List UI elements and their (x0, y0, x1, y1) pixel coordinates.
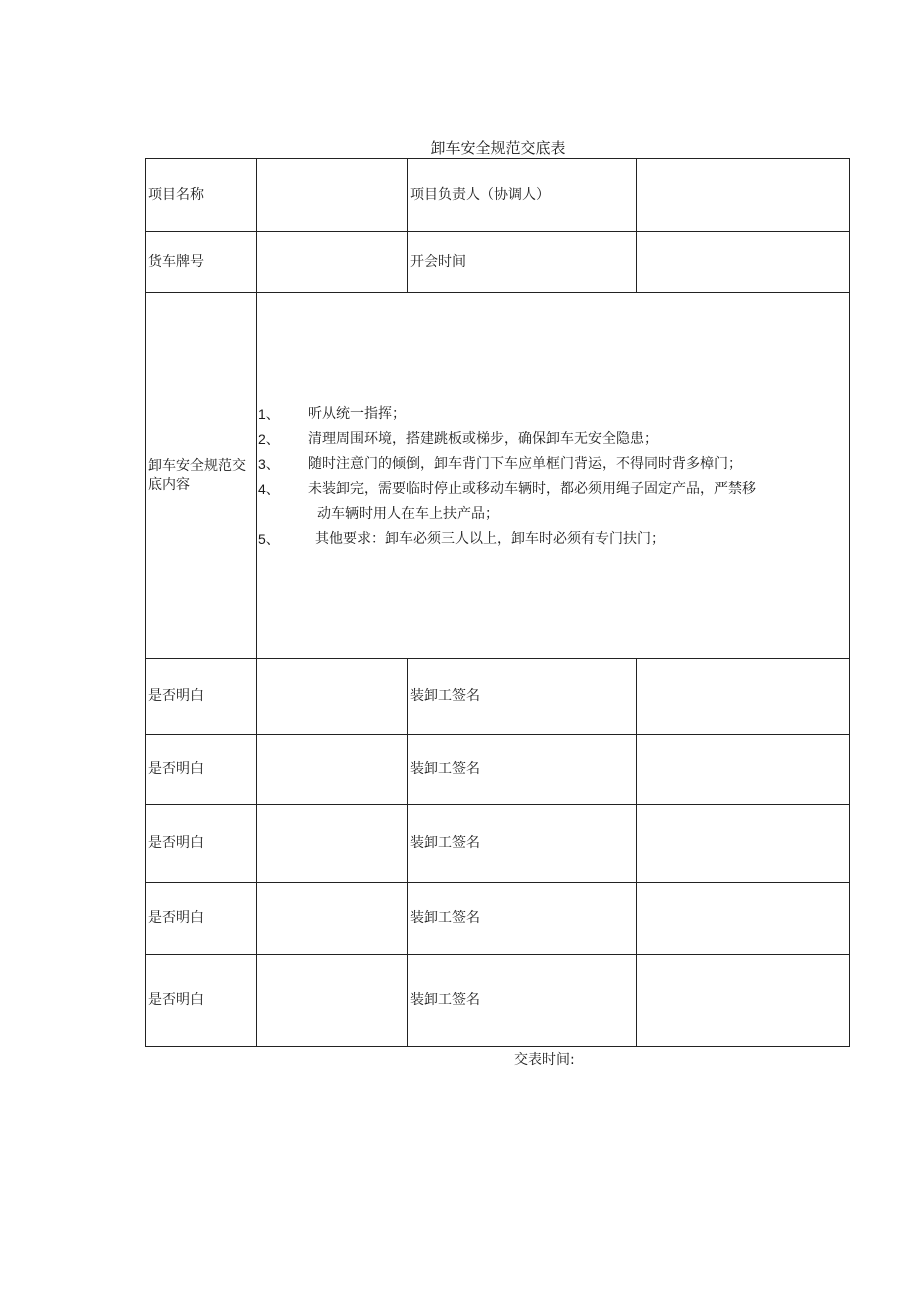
safety-briefing-table (145, 158, 850, 1047)
rule-number: 2、 (258, 431, 280, 447)
content-label: 卸车安全规范交底内容 (146, 293, 257, 659)
rule-text-wrap (308, 477, 838, 527)
truck-plate-field[interactable] (257, 232, 408, 293)
worker-sign-label: 装卸工签名 (408, 805, 637, 883)
understood-label: 是否明白 (146, 805, 257, 883)
submit-time-label: 交表时间: (514, 1052, 575, 1068)
sign-row (146, 735, 850, 805)
rule-text: 其他要求：卸车必须三人以上，卸车时必须有专门扶门； (315, 531, 665, 547)
rule-text: 随时注意门的倾倒，卸车背门下车应单框门背运，不得同时背多樟门； (308, 456, 742, 472)
sign-row (146, 883, 850, 955)
truck-row (146, 232, 850, 293)
sign-row (146, 955, 850, 1047)
page-title: 卸车安全规范交底表 (430, 139, 566, 157)
rule-number: 5、 (258, 531, 280, 547)
understood-label: 是否明白 (146, 659, 257, 735)
worker-sign-label: 装卸工签名 (408, 659, 637, 735)
worker-sign-field[interactable] (637, 659, 850, 735)
rule-number: 4、 (258, 481, 280, 497)
content-cell (257, 293, 850, 659)
worker-sign-field[interactable] (637, 883, 850, 955)
rule-item (258, 402, 838, 427)
worker-sign-field[interactable] (637, 805, 850, 883)
rule-item (258, 427, 838, 452)
understood-field[interactable] (257, 883, 408, 955)
content-row (146, 293, 850, 659)
worker-sign-field[interactable] (637, 735, 850, 805)
rule-text: 清理周围环境，搭建跳板或梯步，确保卸车无安全隐患； (308, 431, 658, 447)
rule-number: 3、 (258, 456, 280, 472)
understood-field[interactable] (257, 955, 408, 1047)
understood-label: 是否明白 (146, 735, 257, 805)
understood-field[interactable] (257, 659, 408, 735)
rule-item (258, 452, 838, 477)
rule-number: 1、 (258, 406, 280, 422)
truck-plate-label: 货车牌号 (146, 232, 257, 293)
project-leader-field[interactable] (637, 159, 850, 232)
project-row (146, 159, 850, 232)
rule-text-continued: 动车辆时用人在车上扶产品； (317, 506, 499, 522)
understood-field[interactable] (257, 805, 408, 883)
rules-list (258, 402, 838, 552)
sign-row (146, 805, 850, 883)
rule-text: 听从统一指挥； (308, 406, 406, 422)
understood-label: 是否明白 (146, 883, 257, 955)
project-name-label: 项目名称 (146, 159, 257, 232)
understood-field[interactable] (257, 735, 408, 805)
sign-row (146, 659, 850, 735)
worker-sign-label: 装卸工签名 (408, 735, 637, 805)
worker-sign-field[interactable] (637, 955, 850, 1047)
project-name-field[interactable] (257, 159, 408, 232)
project-leader-label: 项目负责人（协调人） (408, 159, 637, 232)
worker-sign-label: 装卸工签名 (408, 955, 637, 1047)
worker-sign-label: 装卸工签名 (408, 883, 637, 955)
rule-text: 未装卸完，需要临时停止或移动车辆时，都必须用绳子固定产品，严禁移 (308, 481, 756, 497)
rule-item (258, 527, 838, 552)
understood-label: 是否明白 (146, 955, 257, 1047)
meeting-time-field[interactable] (637, 232, 850, 293)
meeting-time-label: 开会时间 (408, 232, 637, 293)
rule-item (258, 477, 838, 527)
